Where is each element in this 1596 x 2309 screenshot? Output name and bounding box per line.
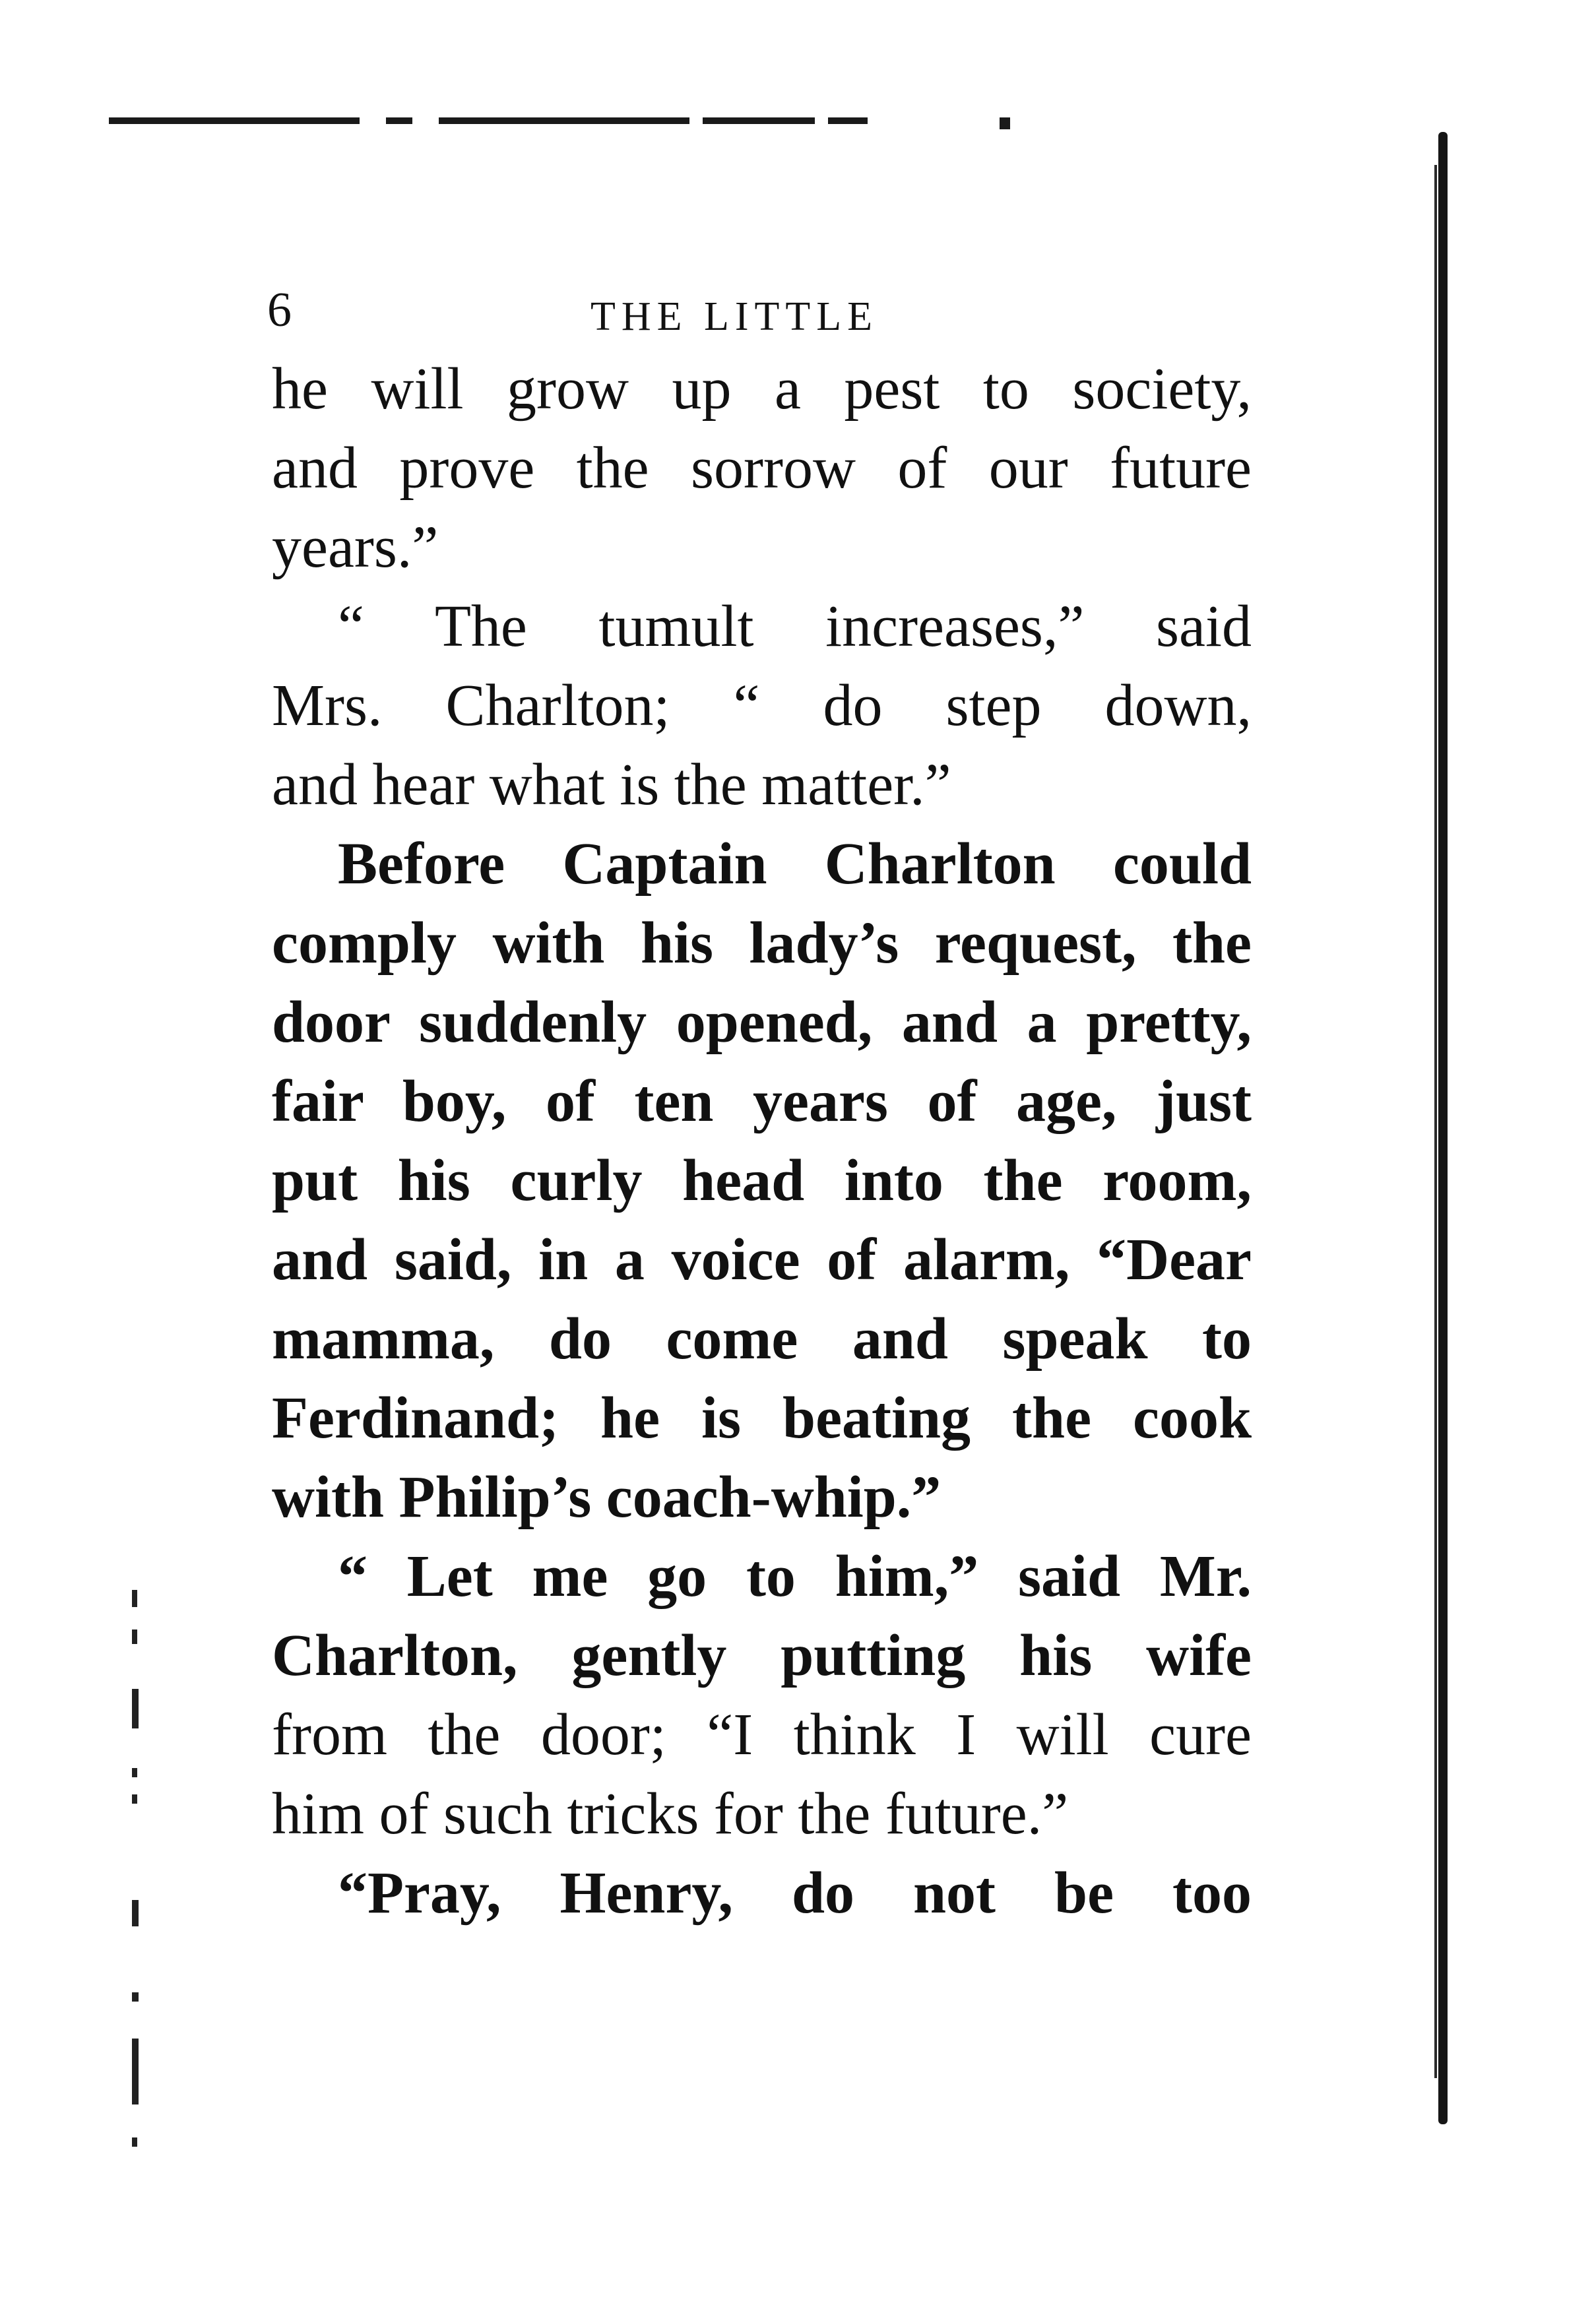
margin-speck <box>132 1590 137 1607</box>
text-line: Mrs. Charlton; “ do step down, <box>272 673 1252 738</box>
text-line: put his curly head into the room, <box>272 1148 1252 1213</box>
margin-speck <box>132 1768 137 1777</box>
text-line: from the door; “I think I will cure <box>272 1702 1252 1767</box>
running-head <box>267 277 1257 350</box>
text-line: “ The tumult increases,” said <box>338 594 1252 659</box>
top-rule-segment <box>1000 117 1010 129</box>
text-line: Charlton, gently putting his wife <box>272 1623 1252 1688</box>
text-line: and prove the sorrow of our future <box>272 435 1252 501</box>
text-line: years.” <box>272 515 439 580</box>
top-rule-segment <box>439 117 689 124</box>
top-rule-segment <box>386 117 412 124</box>
text-line: “ Let me go to him,” said Mr. <box>338 1544 1252 1609</box>
top-rule-segment <box>828 117 868 124</box>
page-edge-shadow <box>1434 165 1437 2078</box>
text-line: he will grow up a pest to society, <box>272 356 1252 422</box>
text-line: mamma, do come and speak to <box>272 1306 1252 1372</box>
running-title: THE LITTLE <box>591 294 879 339</box>
margin-speck <box>132 1794 137 1804</box>
text-line: “Pray, Henry, do not be too <box>338 1860 1252 1926</box>
text-line: Before Captain Charlton could <box>338 831 1252 897</box>
top-rule-segment <box>703 117 815 124</box>
text-line: and hear what is the matter.” <box>272 752 951 817</box>
text-line: fair boy, of ten years of age, just <box>272 1069 1252 1134</box>
text-line: Ferdinand; he is beating the cook <box>272 1385 1252 1451</box>
margin-speck <box>132 1900 139 1926</box>
page-edge-line <box>1438 132 1448 2124</box>
page-number: 6 <box>267 283 292 337</box>
text-line: and said, in a voice of alarm, “Dear <box>272 1227 1252 1292</box>
top-rule-segment <box>109 117 360 124</box>
text-line: him of such tricks for the future.” <box>272 1781 1069 1847</box>
margin-speck <box>132 1629 137 1644</box>
margin-speck <box>132 1689 139 1728</box>
margin-speck <box>132 2039 139 2104</box>
text-line: comply with his lady’s request, the <box>272 910 1252 976</box>
body-text <box>272 350 1252 1933</box>
margin-speck <box>132 2137 137 2147</box>
margin-speck <box>132 1992 139 2002</box>
text-line: door suddenly opened, and a pretty, <box>272 990 1252 1055</box>
text-line: with Philip’s coach-whip.” <box>272 1465 942 1530</box>
